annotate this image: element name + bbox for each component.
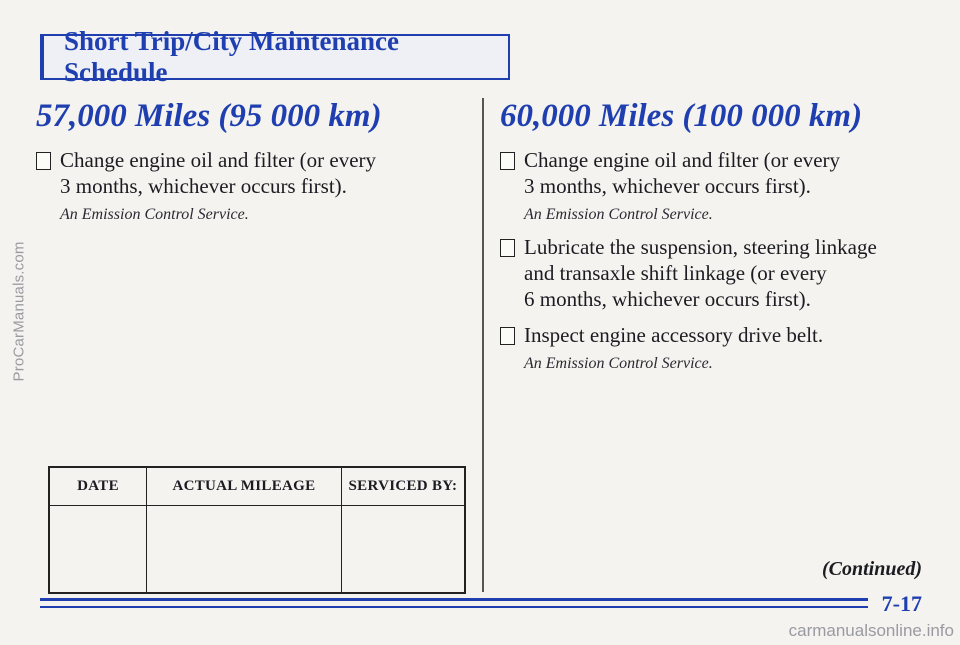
task-line: 3 months, whichever occurs first). — [60, 174, 347, 198]
side-watermark: ProCarManuals.com — [10, 241, 28, 382]
task-text — [524, 147, 840, 199]
continued-label: (Continued) — [821, 558, 922, 580]
checkbox-icon[interactable] — [500, 327, 515, 345]
task-text — [524, 322, 823, 348]
bottom-watermark: carmanualsonline.info — [788, 621, 954, 640]
task-text — [60, 147, 376, 199]
task-text — [524, 234, 877, 312]
task-item — [36, 147, 466, 199]
checkbox-icon[interactable] — [36, 152, 51, 170]
footer-rule — [40, 598, 868, 601]
task-line: and transaxle shift linkage (or every — [524, 261, 827, 285]
serviced-by-cell[interactable] — [341, 505, 465, 593]
task-line: 6 months, whichever occurs first). — [524, 287, 811, 311]
mileage-cell[interactable] — [146, 505, 341, 593]
mileage-column-header: ACTUAL MILEAGE — [146, 467, 341, 505]
task-item — [500, 234, 940, 312]
column-divider — [482, 98, 484, 592]
checkbox-icon[interactable] — [500, 152, 515, 170]
task-line: Change engine oil and filter (or every — [524, 148, 841, 172]
task-line: 3 months, whichever occurs first). — [524, 174, 811, 198]
emission-note: An Emission Control Service. — [60, 206, 249, 223]
page-title: Short Trip/City Maintenance Schedule — [64, 26, 399, 87]
emission-note: An Emission Control Service. — [524, 206, 713, 223]
task-line: Lubricate the suspension, steering linkage — [524, 235, 877, 259]
left-column — [36, 98, 466, 224]
task-item — [500, 147, 940, 199]
date-column-header: DATE — [49, 467, 146, 505]
schedule-header — [40, 26, 510, 87]
page-number: 7-17 — [881, 591, 922, 616]
emission-note: An Emission Control Service. — [524, 355, 713, 372]
section-title-60000: 60,000 Miles (100 000 km) — [500, 98, 863, 134]
service-record-table — [48, 466, 466, 594]
task-item — [500, 322, 940, 348]
serviced-by-column-header: SERVICED BY: — [341, 467, 465, 505]
task-line: Inspect engine accessory drive belt. — [524, 323, 824, 347]
right-column — [500, 98, 940, 373]
section-title-57000: 57,000 Miles (95 000 km) — [36, 98, 382, 134]
checkbox-icon[interactable] — [500, 239, 515, 257]
footer-rule-thin — [40, 606, 868, 608]
date-cell[interactable] — [49, 505, 146, 593]
task-line: Change engine oil and filter (or every — [60, 148, 377, 172]
